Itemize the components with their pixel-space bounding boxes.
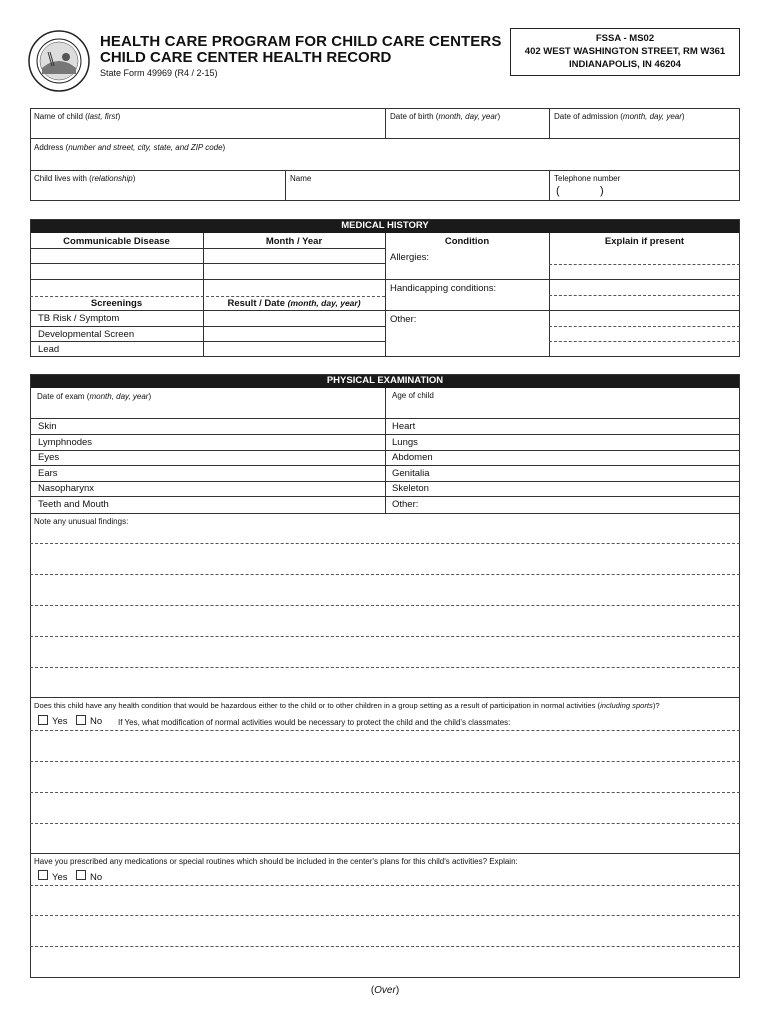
guardian-name-field[interactable]: Name — [290, 174, 312, 183]
unusual-findings-label: Note any unusual findings: — [34, 517, 129, 526]
divider — [549, 170, 550, 201]
findings-line[interactable] — [30, 574, 740, 575]
exam-date-field[interactable]: Date of exam (month, day, year) — [37, 392, 152, 401]
telephone-field[interactable]: Telephone number — [554, 174, 621, 183]
exam-nasopharynx: Nasopharynx — [38, 483, 94, 494]
divider — [385, 108, 386, 138]
lives-with-field[interactable]: Child lives with (relationship) — [34, 174, 136, 183]
state-seal-icon — [28, 30, 90, 92]
divider — [30, 418, 740, 419]
col-condition: Condition — [444, 236, 490, 247]
divider — [30, 279, 385, 280]
divider — [30, 341, 385, 342]
modification-question: If Yes, what modification of normal activities would be necessary to protect the child and the child's classmates: — [118, 718, 511, 727]
exam-skeleton: Skeleton — [392, 483, 429, 494]
divider — [30, 496, 740, 497]
medical-history-title: MEDICAL HISTORY — [30, 219, 740, 233]
divider — [549, 310, 740, 311]
date-of-admission-field[interactable]: Date of admission (month, day, year) — [554, 112, 685, 121]
screening-tb: TB Risk / Symptom — [38, 313, 120, 324]
modification-line[interactable] — [30, 730, 740, 731]
phone-close-paren: ) — [600, 185, 604, 197]
divider — [285, 170, 286, 201]
exam-lymphnodes: Lymphnodes — [38, 437, 93, 448]
divider — [549, 326, 740, 327]
divider — [30, 138, 740, 139]
col-result-date: Result / Date (month, day, year) — [227, 298, 361, 309]
medication-yes-checkbox[interactable] — [38, 870, 48, 880]
medication-line[interactable] — [30, 885, 740, 886]
agency-city: INDIANAPOLIS, IN 46204 — [569, 59, 681, 70]
divider — [30, 853, 740, 854]
agency-box — [510, 28, 740, 76]
exam-heart: Heart — [392, 421, 416, 432]
screening-lead: Lead — [38, 344, 60, 355]
hazard-yes-checkbox[interactable] — [38, 715, 48, 725]
medication-question: Have you prescribed any medications or special routines which should be included in the center's plans for this child's activities? Explain: — [34, 857, 518, 866]
divider — [385, 233, 386, 357]
findings-line[interactable] — [30, 667, 740, 668]
hazard-yes-label: Yes — [52, 716, 68, 727]
phone-open-paren: ( — [556, 185, 560, 197]
divider — [203, 233, 204, 357]
divider — [30, 248, 385, 249]
age-of-child-field[interactable]: Age of child — [392, 391, 434, 400]
screening-developmental: Developmental Screen — [38, 329, 135, 340]
child-name-field[interactable]: Name of child (last, first) — [34, 112, 121, 121]
divider — [30, 434, 740, 435]
divider — [549, 108, 550, 138]
hazard-no-checkbox[interactable] — [76, 715, 86, 725]
findings-line[interactable] — [30, 636, 740, 637]
exam-teeth-mouth: Teeth and Mouth — [38, 499, 109, 510]
hazard-question: Does this child have any health condition that would be hazardous either to the child or to other children in a group setting as a result of participation in normal activities (including sports)? — [34, 701, 660, 710]
medication-line[interactable] — [30, 915, 740, 916]
form-subtitle: CHILD CARE CENTER HEALTH RECORD — [100, 49, 392, 66]
exam-lungs: Lungs — [392, 437, 418, 448]
exam-genitalia: Genitalia — [392, 468, 430, 479]
over-indicator: (Over) — [370, 985, 400, 996]
divider — [30, 263, 385, 264]
medication-yes-label: Yes — [52, 872, 68, 883]
agency-code: FSSA - MS02 — [595, 33, 655, 44]
exam-skin: Skin — [38, 421, 57, 432]
exam-abdomen: Abdomen — [392, 452, 433, 463]
divider — [549, 295, 740, 296]
modification-line[interactable] — [30, 761, 740, 762]
col-explain: Explain if present — [604, 236, 685, 247]
divider — [30, 481, 740, 482]
divider — [30, 450, 740, 451]
condition-other: Other: — [390, 314, 417, 325]
divider — [549, 264, 740, 265]
medication-no-label: No — [90, 872, 103, 883]
exam-eyes: Eyes — [38, 452, 60, 463]
condition-allergies: Allergies: — [390, 252, 430, 263]
divider — [385, 310, 549, 311]
medication-line[interactable] — [30, 946, 740, 947]
divider — [30, 697, 740, 698]
divider — [385, 279, 549, 280]
date-of-birth-field[interactable]: Date of birth (month, day, year) — [390, 112, 501, 121]
divider — [30, 513, 740, 514]
agency-address: 402 WEST WASHINGTON STREET, RM W361 — [524, 46, 726, 57]
divider — [30, 170, 740, 171]
findings-line[interactable] — [30, 605, 740, 606]
exam-ears: Ears — [38, 468, 58, 479]
col-month-year: Month / Year — [265, 236, 323, 247]
divider — [30, 296, 385, 297]
col-screenings: Screenings — [90, 298, 143, 309]
modification-line[interactable] — [30, 823, 740, 824]
address-field[interactable]: Address (number and street, city, state, and ZIP code) — [34, 143, 226, 152]
physical-exam-title: PHYSICAL EXAMINATION — [30, 374, 740, 388]
divider — [30, 310, 385, 311]
divider — [30, 465, 740, 466]
condition-handicapping: Handicapping conditions: — [390, 283, 497, 294]
form-title: HEALTH CARE PROGRAM FOR CHILD CARE CENTERS — [100, 33, 502, 50]
findings-line[interactable] — [30, 543, 740, 544]
divider — [549, 341, 740, 342]
col-communicable-disease: Communicable Disease — [63, 236, 170, 247]
hazard-no-label: No — [90, 716, 103, 727]
form-number: State Form 49969 (R4 / 2-15) — [100, 68, 218, 78]
medication-no-checkbox[interactable] — [76, 870, 86, 880]
divider — [30, 326, 385, 327]
exam-other: Other: — [392, 499, 419, 510]
divider — [549, 279, 740, 280]
modification-line[interactable] — [30, 792, 740, 793]
